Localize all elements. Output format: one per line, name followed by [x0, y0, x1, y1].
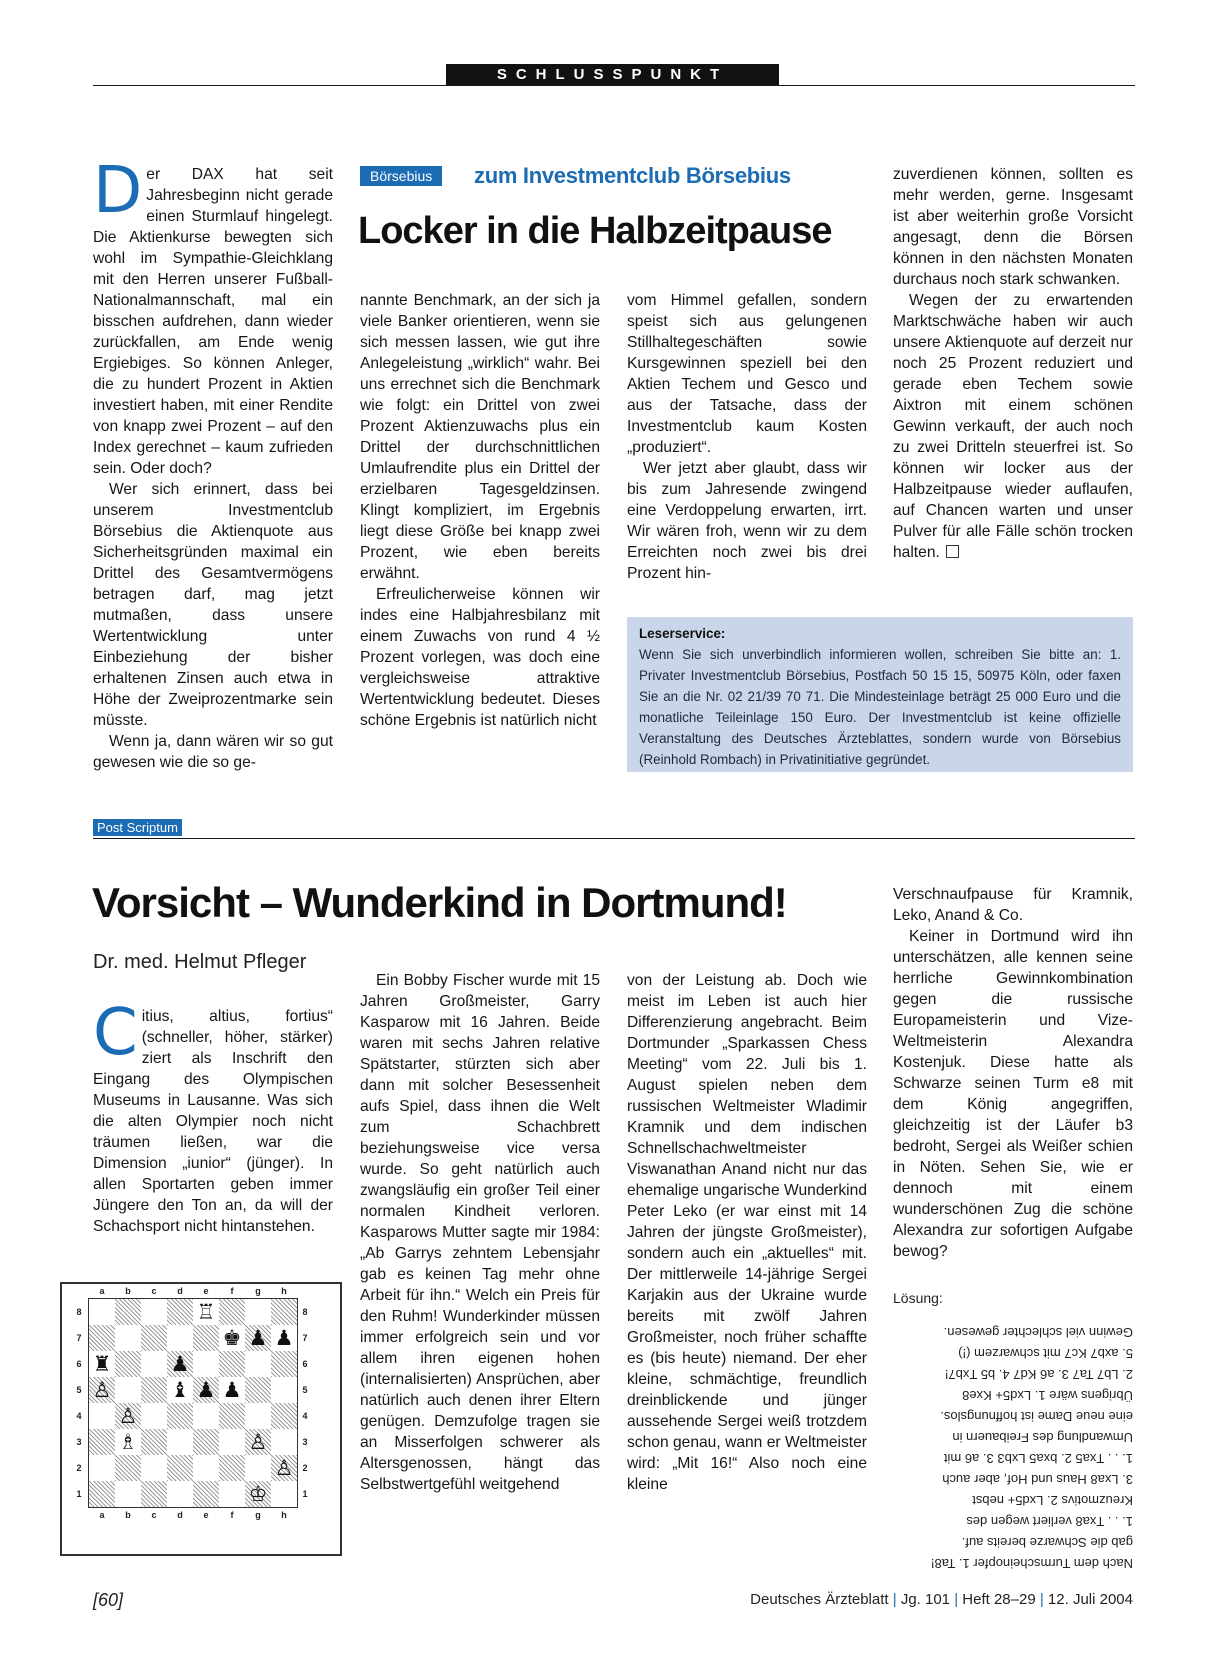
file-label: g	[255, 1510, 261, 1520]
square-d4	[167, 1403, 193, 1429]
square-a7	[89, 1325, 115, 1351]
square-g6	[245, 1351, 271, 1377]
rank-label: 3	[76, 1437, 82, 1447]
rank-label: 5	[76, 1385, 82, 1395]
file-label: c	[151, 1510, 157, 1520]
dropcap-c: C	[93, 996, 138, 1070]
article1-tag: Börsebius	[360, 166, 442, 186]
reader-service-text: Wenn Sie sich unverbindlich informieren wollen, schreiben Sie bitte an: 1. Privater Investmentclub Börsebius, Postfach 50 15 15, 50975 Köln, oder faxen Sie an die Nr. 02 21/39 70 71. Die Mindesteinlage beträgt 25 000 Euro und die monatliche Teileinlage 150 Euro. Der Investmentclub ist keine offizielle Veranstaltung des Deutsches Ärzteblattes, sondern wurde von Börsebius (Reinhold Rombach) in Privatinitiative gegründet.	[639, 647, 1121, 767]
chess-piece-icon: ♙	[274, 1456, 294, 1480]
square-c2	[141, 1455, 167, 1481]
file-label: a	[99, 1286, 105, 1296]
square-c7	[141, 1325, 167, 1351]
square-d1	[167, 1481, 193, 1507]
rank-label: 3	[302, 1437, 308, 1447]
square-f6	[219, 1351, 245, 1377]
solution-label: Lösung:	[893, 1290, 943, 1306]
square-c1	[141, 1481, 167, 1507]
top-rule	[93, 85, 1135, 86]
rank-label: 6	[76, 1359, 82, 1369]
square-a4	[89, 1403, 115, 1429]
square-f3	[219, 1429, 245, 1455]
file-label: b	[125, 1286, 131, 1296]
article2-column-2	[360, 970, 600, 1495]
article1-column-2	[360, 290, 600, 731]
article1-kicker: zum Investmentclub Börsebius	[474, 163, 791, 188]
file-label: h	[281, 1510, 287, 1520]
rank-label: 1	[76, 1489, 82, 1499]
square-b2	[115, 1455, 141, 1481]
article2-col4-p1: Verschnaufpause für Kramnik, Leko, Anand & Co.	[893, 886, 1133, 924]
article1-column-3	[627, 290, 867, 584]
solution-line: Übrigens wäre 1. Lxd5+ Kxe8	[962, 1388, 1133, 1403]
square-h8	[271, 1299, 297, 1325]
square-h6	[271, 1351, 297, 1377]
rank-label: 1	[302, 1489, 308, 1499]
chess-piece-icon: ♟	[222, 1378, 242, 1402]
square-c6	[141, 1351, 167, 1377]
chess-piece-icon: ♟	[248, 1326, 268, 1350]
file-label: a	[99, 1510, 105, 1520]
square-c8	[141, 1299, 167, 1325]
reader-service-box	[627, 617, 1133, 772]
rank-label: 8	[76, 1307, 82, 1317]
square-d7	[167, 1325, 193, 1351]
rank-label: 4	[302, 1411, 308, 1421]
file-label: f	[230, 1286, 234, 1296]
square-g2	[245, 1455, 271, 1481]
chess-piece-icon: ♟	[274, 1326, 294, 1350]
solution-line: Nach dem Turmscheinopfer 1. Ta8!	[930, 1556, 1133, 1571]
square-a1	[89, 1481, 115, 1507]
file-label: g	[255, 1286, 261, 1296]
square-f1	[219, 1481, 245, 1507]
solution-line: 3. Lxa8 Haus und Hof, aber auch	[942, 1472, 1133, 1487]
article1-col4-p1: zuverdienen können, sollten es mehr werden, gerne. Insgesamt ist aber weiterhin große Vorsicht angesagt, denn die Börsen können in den nächsten Monaten durchaus noch stark schwanken.	[893, 166, 1133, 288]
square-f4	[219, 1403, 245, 1429]
square-g8	[245, 1299, 271, 1325]
square-b1	[115, 1481, 141, 1507]
solution-line: 5. axb7 Kc7 mit schwarzem (!)	[958, 1346, 1133, 1361]
rank-label: 7	[302, 1333, 308, 1343]
chess-piece-icon: ♙	[248, 1430, 268, 1454]
article2-column-3	[627, 970, 867, 1495]
rank-label: 5	[302, 1385, 308, 1395]
file-label: e	[203, 1510, 209, 1520]
square-h5	[271, 1377, 297, 1403]
chess-piece-icon: ♗	[118, 1430, 138, 1454]
square-e1	[193, 1481, 219, 1507]
article2-col1-p1: itius, altius, fortius“ (schneller, höher, stärker) ziert als Inschrift den Eingang des Olympischen Museums in Lausanne. Was sich die alten Olympier noch nicht träumen ließen, war die Dimension „iunior“ (jünger). In allen Sportarten geben immer Jüngere den Ton an, da will der Schachsport nicht hintanstehen.	[93, 1008, 333, 1235]
square-e4	[193, 1403, 219, 1429]
square-b7	[115, 1325, 141, 1351]
journal-name: Deutsches Ärzteblatt	[750, 1591, 889, 1608]
journal-issue: Heft 28–29	[962, 1591, 1036, 1608]
square-b8	[115, 1299, 141, 1325]
journal-volume: Jg. 101	[900, 1591, 951, 1608]
section-header: SCHLUSSPUNKT	[446, 64, 779, 85]
article1-column-1	[93, 154, 333, 773]
square-e2	[193, 1455, 219, 1481]
chess-piece-icon: ♟	[196, 1378, 216, 1402]
square-e7	[193, 1325, 219, 1351]
article1-col1-p2: Wer sich erinnert, dass bei unserem Investmentclub Börsebius die Aktienquote aus Sicherheitsgründen maximal ein Drittel des Gesamtvermögens betragen darf, mag jetzt mutmaßen, dass unsere Wertentwicklung unter Einbeziehung der bisher erhaltenen Zinsen auch etwa in Höhe der Zweiprozentmarke sein müsste.	[93, 481, 333, 729]
chess-diagram	[60, 1282, 342, 1556]
file-label: c	[151, 1286, 157, 1296]
solution-line: Umwandlung des Freibauern in	[952, 1430, 1133, 1445]
square-h4	[271, 1403, 297, 1429]
square-a3	[89, 1429, 115, 1455]
end-mark-icon	[946, 545, 959, 558]
rank-label: 2	[76, 1463, 82, 1473]
chess-piece-icon: ♙	[92, 1378, 112, 1402]
post-scriptum-rule	[93, 838, 1135, 839]
square-f8	[219, 1299, 245, 1325]
article1-col3-p2: Wer jetzt aber glaubt, dass wir bis zum Jahresende zwingend eine Verdoppelung erwarten, irrt. Wir wären froh, wenn wir zu dem Erreichten noch zwei bis drei Prozent hin-	[627, 460, 867, 582]
chess-board	[88, 1298, 298, 1508]
square-c3	[141, 1429, 167, 1455]
article1-col1-p1: er DAX hat seit Jahresbeginn nicht gerade einen Sturmlauf hingelegt. Die Aktienkurse bewegten sich wohl im Sympathie-Gleichklang mit den Herren unserer Fußball-Nationalmannschaft, mal ein bisschen aufdrehen, dann wieder zurückfallen, am Ende wenig Ergiebiges. So können Anleger, die zu hundert Prozent in Aktien investiert haben, mit einer Rendite von knapp zwei Prozent – auf den Index gerechnet – kaum zufrieden sein. Oder doch?	[93, 166, 333, 477]
solution-line: gab die Schwarze bereits auf.	[961, 1535, 1133, 1550]
article1-col1-p3: Wenn ja, dann wären wir so gut gewesen wie die so ge-	[93, 733, 333, 771]
solution-line: 1. . . Txa5 2. bxa5 Lxb3 3. a6 mit	[943, 1451, 1133, 1466]
rank-label: 4	[76, 1411, 82, 1421]
square-h3	[271, 1429, 297, 1455]
solution-line: eine neue Dame ist hoffnungslos.	[940, 1409, 1133, 1424]
article1-col3-p1: vom Himmel gefallen, sondern speist sich aus gelungenen Stillhaltegeschäften sowie Kursgewinnen speziell bei den Aktien Techem und Gesco und aus der Tatsache, dass der Investmentclub kaum Kosten „produziert“.	[627, 292, 867, 456]
square-g4	[245, 1403, 271, 1429]
rank-label: 8	[302, 1307, 308, 1317]
article2-col3-p1: von der Leistung ab. Doch wie meist im Leben ist auch hier Differenzierung angebracht. Beim Dortmunder „Sparkassen Chess Meeting“ vom 22. Juli bis 1. August spielen neben dem russischen Weltmeister Wladimir Kramnik und dem indischen Schnellschachweltmeister Viswanathan Anand nicht nur das ehemalige ungarische Wunderkind Peter Leko (er war einst mit 14 Jahren der jüngste Großmeister), sondern auch ein „aktuelles“ mit. Der mittlerweile 14-jährige Sergei Karjakin aus der Ukraine wurde bereits mit zwölf Jahren Großmeister, noch früher schaffte es (bis heute) niemand. Der eher kleine, schmächtige, freundlich dreinblickende und jünger aussehende Sergei weiß trotzdem schon genau, wann er Weltmeister wird: „Mit 16!“ Also noch eine kleine	[627, 972, 867, 1493]
file-label: f	[230, 1510, 234, 1520]
chess-piece-icon: ♖	[196, 1300, 216, 1324]
chess-piece-icon: ♔	[248, 1482, 268, 1506]
square-d8	[167, 1299, 193, 1325]
article2-tag: Post Scriptum	[93, 819, 182, 836]
rank-label: 2	[302, 1463, 308, 1473]
chess-piece-icon: ♙	[118, 1404, 138, 1428]
square-e3	[193, 1429, 219, 1455]
square-b6	[115, 1351, 141, 1377]
file-label: h	[281, 1286, 287, 1296]
article2-author: Dr. med. Helmut Pfleger	[93, 951, 307, 973]
square-h1	[271, 1481, 297, 1507]
square-a2	[89, 1455, 115, 1481]
reader-service-title: Leserservice:	[639, 626, 726, 641]
square-b5	[115, 1377, 141, 1403]
article1-headline: Locker in die Halbzeitpause	[358, 210, 832, 252]
file-label: e	[203, 1286, 209, 1296]
solution-line: Gewinn viel schlechter gewesen.	[943, 1325, 1133, 1340]
article2-column-4	[893, 884, 1133, 1262]
square-f2	[219, 1455, 245, 1481]
square-e6	[193, 1351, 219, 1377]
article2-col4-p2: Keiner in Dortmund wird ihn unterschätzen, alle kennen seine herrliche Gewinnkombination gegen die russische Europameisterin und Vize-Weltmeisterin Alexandra Kostenjuk. Diese hatte als Schwarze seinen Turm e8 mit dem König angegriffen, gleichzeitig ist der Läufer b3 bedroht, Sergei als Weißer schien in Nöten. Sehen Sie, wie er dennoch mit einem wunderschönen Zug die schöne Alexandra zur sofortigen Aufgabe bewog?	[893, 928, 1133, 1260]
square-c4	[141, 1403, 167, 1429]
page-number: [60]	[93, 1590, 124, 1610]
square-a8	[89, 1299, 115, 1325]
file-label: b	[125, 1510, 131, 1520]
solution-line: 2. Lb7 Ta7 3. a6 Kd7 4. b5 Txb7!	[944, 1367, 1133, 1382]
solution-upside-down	[893, 1322, 1133, 1574]
square-d2	[167, 1455, 193, 1481]
square-c5	[141, 1377, 167, 1403]
article2-column-1	[93, 996, 333, 1237]
chess-piece-icon: ♝	[170, 1378, 190, 1402]
file-label: d	[177, 1510, 183, 1520]
chess-piece-icon: ♚	[222, 1326, 242, 1350]
article2-headline: Vorsicht – Wunderkind in Dortmund!	[92, 879, 787, 926]
article1-col4-p2: Wegen der zu erwartenden Marktschwäche haben wir auch unsere Aktienquote auf derzeit nur noch 25 Prozent reduziert und gerade eben Techem sowie Aixtron mit einem schönen Gewinn verkauft, der auch noch zu zwei Dritteln steuerfrei ist. So können wir locker aus der Halbzeitpause wieder auflaufen, auf Chancen warten und unser Pulver für alle Fälle schön trocken halten.	[893, 292, 1133, 561]
dropcap-d: D	[93, 154, 143, 228]
journal-date: 12. Juli 2004	[1047, 1591, 1133, 1608]
chess-piece-icon: ♜	[92, 1352, 112, 1376]
solution-line: 1. . . Txa8 verliert wegen des	[966, 1514, 1133, 1529]
chess-piece-icon: ♟	[170, 1352, 190, 1376]
square-g5	[245, 1377, 271, 1403]
article1-col2-p1: nannte Benchmark, an der sich ja viele Banker orientieren, wenn sie sich messen lassen, wie gut ihre Anlegeleistung „wirklich“ wahr. Bei uns errechnet sich die Benchmark wie folgt: ein Drittel von zwei Prozent Aktienzuwachs plus ein Drittel der durchschnittlichen Umlaufrendite plus ein Drittel der erzielbaren Tagesgeldzinsen. Klingt kompliziert, im Ergebnis liegt diese Größe bei knapp zwei Prozent, wie eben bereits erwähnt.	[360, 292, 600, 582]
square-d3	[167, 1429, 193, 1455]
solution-line: Kreuzmotivs 2. Lxd5+ nebst	[972, 1493, 1133, 1508]
journal-footer: Deutsches Ärzteblatt | Jg. 101 | Heft 28–29 | 12. Juli 2004	[750, 1591, 1133, 1608]
article1-column-4	[893, 164, 1133, 563]
article1-col2-p2: Erfreulicherweise können wir indes eine Halbjahresbilanz mit einem Zuwachs von rund 4 ½ Prozent vorlegen, was doch eine vergleichsweise attraktive Wertentwicklung bedeutet. Dieses schöne Ergebnis ist natürlich nicht	[360, 586, 600, 729]
article2-col2-p1: Ein Bobby Fischer wurde mit 15 Jahren Großmeister, Garry Kasparow mit 16 Jahren. Beide waren mit sechs Jahren relative Spätstarter, stürzten sich aber dann mit solcher Besessenheit aufs Spiel, dass ihnen die Welt zum Schachbrett beziehungsweise vice versa wurde. So geht natürlich auch zwangsläufig ein großer Teil einer normalen Kindheit verloren. Kasparows Mutter sagte mir 1984: „Ab Garrys zehntem Lebensjahr gab es keinen Tag mehr ohne Arbeit für ihn.“ Welch ein Preis für den Ruhm! Wunderkinder müssen immer erfolgreich sein und vor allem ihren eigenen hohen (internalisierten) Ansprüchen, aber natürlich auch denen ihrer Eltern genügen. Demzufolge tragen sie an Misserfolgen schwerer als Altersgenossen, hängt das Selbstwertgefühl weitgehend	[360, 972, 600, 1493]
file-label: d	[177, 1286, 183, 1296]
rank-label: 6	[302, 1359, 308, 1369]
rank-label: 7	[76, 1333, 82, 1343]
